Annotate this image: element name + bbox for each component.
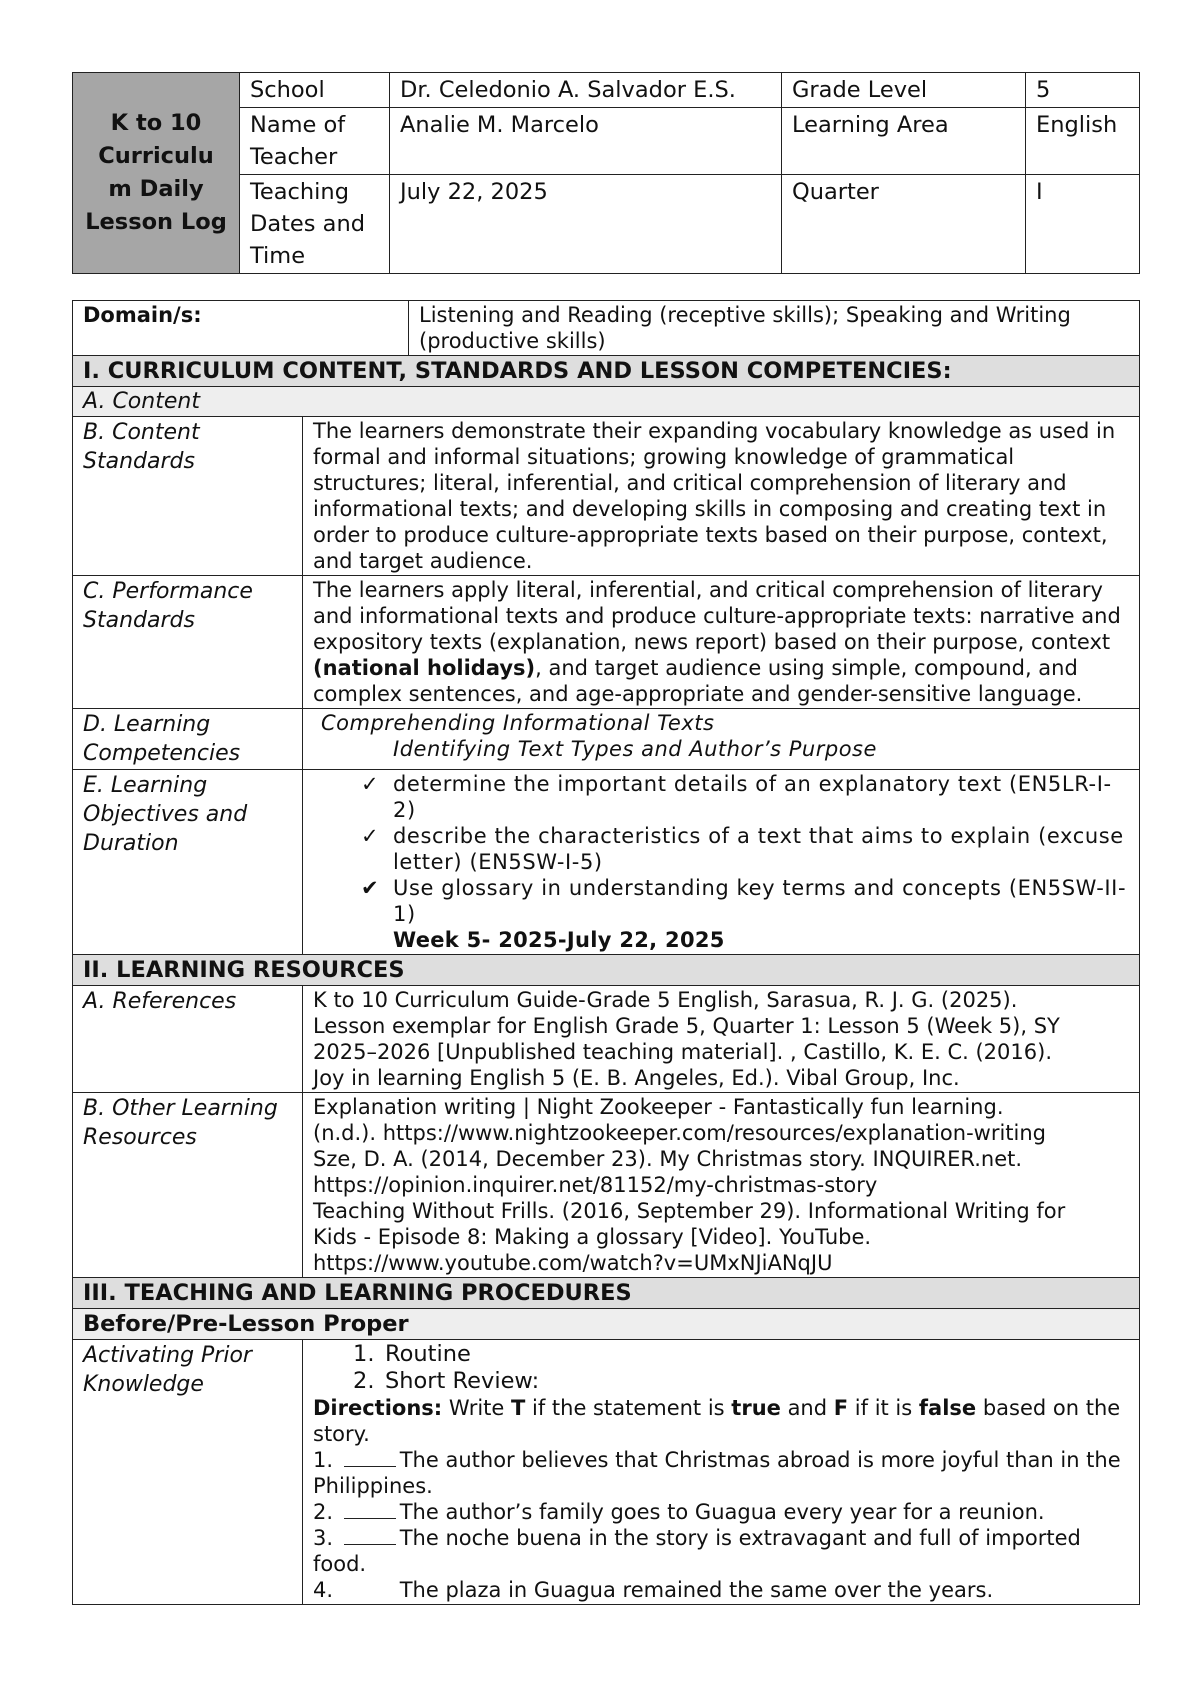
learning-competencies bbox=[303, 709, 1140, 770]
learning-area-value: English bbox=[1026, 108, 1140, 175]
week-date: Week 5- 2025-July 22, 2025 bbox=[393, 928, 725, 952]
content-standards-text: The learners demonstrate their expanding vocabulary knowledge as used in formal and informal situations; growing knowledge of grammatical structures; literal, inferential, and critical comprehension of literary and informational texts; and developing skills in composing and creating text in order to produce culture-appropriate texts based on their purpose, context, and target audience. bbox=[303, 417, 1140, 576]
school-label: School bbox=[240, 73, 390, 108]
check-icon: ✓ bbox=[361, 824, 380, 848]
other-resources-text: Explanation writing | Night Zookeeper - Fantastically fun learning. (n.d.). https://www.nightzookeeper.com/resources/explanation-writing Sze, D. A. (2014, December 23). My Christmas story. INQUIRER.net. https://opinion.inquirer.net/81152/my-christmas-story Teaching Without Frills. (2016, September 29). Informational Writing for Kids - Episode 8: Making a glossary [Video]. YouTube. https://www.youtube.com/watch?v=UMxNJiANqJU bbox=[303, 1093, 1140, 1278]
teaching-dates-value: July 22, 2025 bbox=[390, 175, 782, 274]
activating-prior-knowledge-label: Activating Prior Knowledge bbox=[73, 1340, 303, 1605]
learning-objectives-label: E. Learning Objectives and Duration bbox=[73, 770, 303, 955]
review-item: 1. The author believes that Christmas abroad is more joyful than in the Philippines. bbox=[313, 1448, 1121, 1498]
content-label: A. Content bbox=[73, 387, 1140, 417]
grade-level-value: 5 bbox=[1026, 73, 1140, 108]
teacher-label: Name of Teacher bbox=[240, 108, 390, 175]
competency-line: Identifying Text Types and Author’s Purpose bbox=[393, 737, 877, 761]
learning-area-label: Learning Area bbox=[782, 108, 1026, 175]
section-resources-title: II. LEARNING RESOURCES bbox=[73, 955, 1140, 986]
quarter-label: Quarter bbox=[782, 175, 1026, 274]
section-curriculum-title: I. CURRICULUM CONTENT, STANDARDS AND LESSON COMPETENCIES: bbox=[73, 356, 1140, 387]
lesson-log-main-table bbox=[72, 300, 1140, 1605]
performance-standards-text: The learners apply literal, inferential, and critical comprehension of literary and informational texts and produce culture-appropriate texts: narrative and expository texts (explanation, news report) based on their purpose, context (national holidays), and target audience using simple, compound, and complex sentences, and age-appropriate and gender-sensitive language. bbox=[303, 576, 1140, 709]
check-icon: ✔ bbox=[361, 876, 380, 900]
quarter-value: I bbox=[1026, 175, 1140, 274]
objective-item: ✓ describe the characteristics of a text that aims to explain (excuse letter) (EN5SW-I-5) bbox=[361, 824, 1124, 874]
review-item: 3. The noche buena in the story is extravagant and full of imported food. bbox=[313, 1526, 1081, 1576]
content-standards-label: B. Content Standards bbox=[73, 417, 303, 576]
objective-item: ✔ Use glossary in understanding key terms and concepts (EN5SW-II-1) bbox=[361, 876, 1127, 926]
answer-blank[interactable] bbox=[344, 1526, 396, 1545]
activating-prior-knowledge bbox=[303, 1340, 1140, 1605]
grade-level-label: Grade Level bbox=[782, 73, 1026, 108]
section-procedures-title: III. TEACHING AND LEARNING PROCEDURES bbox=[73, 1278, 1140, 1309]
teaching-dates-label: Teaching Dates and Time bbox=[240, 175, 390, 274]
domain-label: Domain/s: bbox=[73, 301, 409, 356]
lesson-log-header-table bbox=[72, 72, 1140, 274]
lesson-log-title: K to 10 Curriculu m Daily Lesson Log bbox=[73, 73, 240, 274]
references-text: K to 10 Curriculum Guide-Grade 5 English, Sarasua, R. J. G. (2025). Lesson exemplar for English Grade 5, Quarter 1: Lesson 5 (Week 5), SY 2025–2026 [Unpublished teaching material]. , Castillo, K. E. C. (2016). Joy in learning English 5 (E. B. Angeles, Ed.). Vibal Group, Inc. bbox=[303, 986, 1140, 1093]
answer-blank[interactable] bbox=[344, 1579, 396, 1597]
other-resources-label: B. Other Learning Resources bbox=[73, 1093, 303, 1278]
answer-blank[interactable] bbox=[344, 1448, 396, 1467]
objective-item: ✓ determine the important details of an explanatory text (EN5LR-I-2) bbox=[361, 772, 1112, 822]
check-icon: ✓ bbox=[361, 772, 380, 796]
learning-objectives bbox=[303, 770, 1140, 955]
school-value: Dr. Celedonio A. Salvador E.S. bbox=[390, 73, 782, 108]
domain-value: Listening and Reading (receptive skills); Speaking and Writing (productive skills) bbox=[409, 301, 1140, 356]
list-item: 1. Routine bbox=[353, 1341, 471, 1367]
pre-lesson-title: Before/Pre-Lesson Proper bbox=[73, 1309, 1140, 1340]
references-label: A. References bbox=[73, 986, 303, 1093]
review-item: 2. The author’s family goes to Guagua every year for a reunion. bbox=[313, 1500, 1045, 1524]
teacher-value: Analie M. Marcelo bbox=[390, 108, 782, 175]
performance-standards-label: C. Performance Standards bbox=[73, 576, 303, 709]
directions: Directions: Write T if the statement is true and F if it is false based on the story. bbox=[313, 1396, 1121, 1446]
competency-line: Comprehending Informational Texts bbox=[321, 711, 715, 735]
list-item: 2. Short Review: bbox=[353, 1368, 540, 1394]
learning-competencies-label: D. Learning Competencies bbox=[73, 709, 303, 770]
answer-blank[interactable] bbox=[344, 1500, 396, 1519]
review-item: 4. The plaza in Guagua remained the same over the years. bbox=[313, 1578, 994, 1602]
